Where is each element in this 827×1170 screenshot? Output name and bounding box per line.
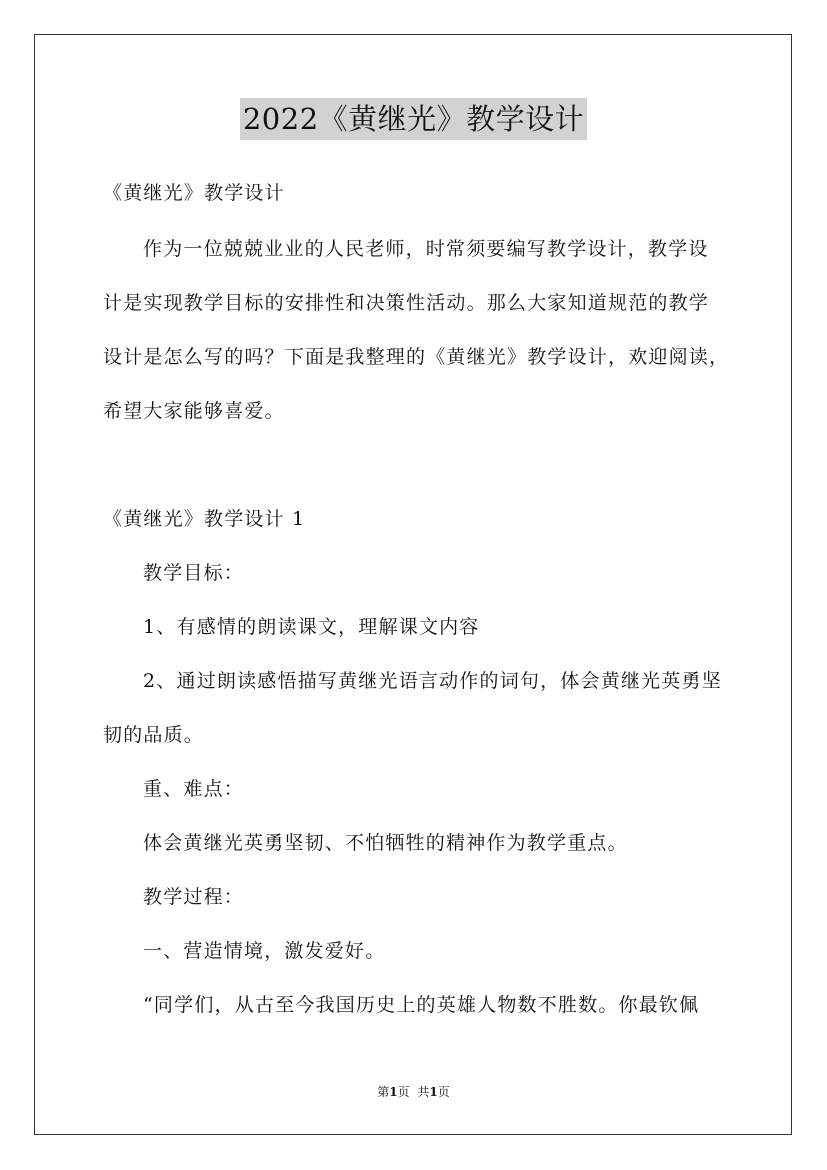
footer-page-suffix: 页 xyxy=(397,1085,410,1099)
intro-line-2: 计是实现教学目标的安排性和决策性活动。那么大家知道规范的教学 xyxy=(103,292,710,314)
key-points-label: 重、难点： xyxy=(143,778,245,800)
section-heading: 《黄继光》教学设计 1 xyxy=(103,508,306,530)
intro-line-1: 作为一位兢兢业业的人民老师，时常须要编写教学设计，教学设 xyxy=(143,238,709,260)
document-subtitle: 《黄继光》教学设计 xyxy=(103,182,285,204)
step-1: 一、营造情境，激发爱好。 xyxy=(143,940,386,962)
intro-line-3: 设计是怎么写的吗？下面是我整理的《黄继光》教学设计，欢迎阅读， xyxy=(103,346,730,368)
goals-label: 教学目标： xyxy=(143,562,245,584)
page-footer xyxy=(0,1084,827,1100)
quote-line: “同学们，从古至今我国历史上的英雄人物数不胜数。你最钦佩 xyxy=(143,994,700,1016)
process-label: 教学过程： xyxy=(143,886,245,908)
footer-page-prefix: 第 xyxy=(377,1085,390,1099)
title-container xyxy=(0,98,827,140)
key-points-text: 体会黄继光英勇坚韧、不怕牺牲的精神作为教学重点。 xyxy=(143,832,628,854)
document-title: 2022《黄继光》教学设计 xyxy=(240,98,587,140)
goal-2-line-2: 韧的品质。 xyxy=(103,724,205,746)
goal-2-line-1: 2、通过朗读感悟描写黄继光语言动作的词句，体会黄继光英勇坚 xyxy=(143,670,722,692)
goal-1: 1、有感情的朗读课文，理解课文内容 xyxy=(143,616,480,638)
footer-total-number: 1 xyxy=(429,1085,438,1099)
footer-total-prefix: 共 xyxy=(417,1085,430,1099)
intro-line-4: 希望大家能够喜爱。 xyxy=(103,400,285,422)
footer-page-number: 1 xyxy=(389,1085,398,1099)
footer-total-suffix: 页 xyxy=(437,1085,450,1099)
